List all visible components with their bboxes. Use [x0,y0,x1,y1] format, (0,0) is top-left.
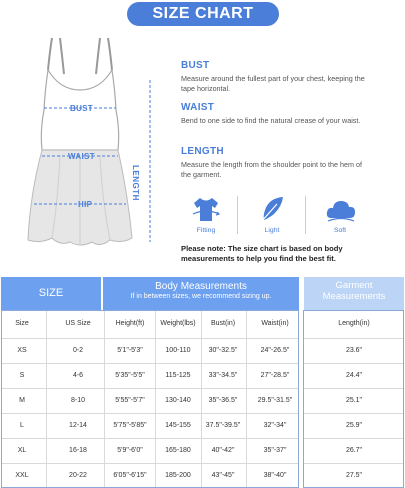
table-cell: 25.1" [345,397,363,404]
table-cell: 20-22 [69,472,87,479]
column-header: Weight(lbs) [160,320,196,327]
table-cell: 0-2 [72,347,84,354]
table-cell: 33"-34.5" [208,372,238,379]
body-measurements-title: Body Measurements [155,281,247,292]
feature-icons [181,194,381,236]
body-measurements-subtitle: If in between sizes, we recommend sizing up. [130,293,272,300]
waist-info-text: Bend to one side to find the natural crease of your waist. [181,116,361,125]
table-cell: 24.4" [345,372,363,379]
table-cell: 5'9"-6'0" [117,447,143,454]
table-cell: 5'55"-5'7" [115,397,145,404]
bust-info-title: BUST [181,60,210,71]
column-header: Size [15,320,29,327]
table-cell: 8-10 [70,397,85,404]
size-table [0,277,405,488]
table-cell: 25.9" [345,422,363,429]
table-body [0,310,405,488]
table-cell: 4-6 [72,372,84,379]
feature-light-label: Light [264,227,280,234]
feather-icon [257,194,287,224]
table-cell: L [20,422,24,429]
garment-measurements-header [304,277,404,310]
size-header: SIZE [1,277,101,310]
table-cell: XS [17,347,27,354]
table-cell: S [19,372,25,379]
table-cell: 130-140 [165,397,191,404]
title-bar [0,0,405,28]
table-cell: 43"-45" [211,472,235,479]
waist-label: WAIST [68,152,95,161]
table-cell: 38"-40" [263,472,287,479]
table-cell: 32"-34" [263,422,287,429]
feature-divider [305,196,306,234]
cloud-icon [325,194,357,224]
table-cell: XXL [15,472,29,479]
table-cell: 27.5" [345,472,363,479]
table-cell: M [19,397,25,404]
table-cell: 35"-37" [263,447,287,454]
waist-info [181,102,371,126]
page-title: SIZE CHART [127,2,279,26]
table-cell: 30"-32.5" [208,347,238,354]
table-cell: 29.5"-31.5" [257,397,293,404]
table-cell: 16-18 [69,447,87,454]
table-cell: 165-180 [165,447,191,454]
table-cell: 145-155 [165,422,191,429]
feature-soft-label: Soft [333,227,347,234]
body-measurements-header [103,277,299,310]
table-cell: XL [17,447,27,454]
table-cell: 5'75"-5'85" [113,422,147,429]
table-frame [1,310,299,488]
table-cell: 12-14 [69,422,87,429]
column-header: US Size [65,320,91,327]
table-cell: 5'35"-5'5" [115,372,145,379]
hip-label: HIP [78,200,93,209]
length-info-text: Measure the length from the shoulder point to the hem of the garment. [181,160,362,179]
table-cell: 23.6" [345,347,363,354]
table-cell: 185-200 [165,472,191,479]
bust-label: BUST [70,104,93,113]
waist-info-title: WAIST [181,102,215,113]
column-header: Bust(in) [210,320,236,327]
table-cell: 26.7" [345,447,363,454]
tshirt-icon [191,194,221,224]
table-cell: 6'05"-6'15" [113,472,147,479]
bust-info-text: Measure around the fullest part of your chest, keeping the tape horizontal. [181,74,365,93]
length-label: LENGTH [131,165,140,201]
feature-divider [237,196,238,234]
feature-fitting-label: Fitting [196,227,216,234]
table-cell: 5'1"-5'3" [117,347,143,354]
garment-measurements-title: Garment Measurements [322,280,386,302]
column-header: Length(in) [338,320,370,327]
table-cell: 27"-28.5" [260,372,290,379]
bust-info [181,60,371,93]
table-cell: 100-110 [165,347,191,354]
column-header: Height(ft) [115,320,145,327]
table-cell: 35"-36.5" [208,397,238,404]
table-frame [303,310,404,488]
length-info-title: LENGTH [181,146,224,157]
garment-illustration [0,30,175,275]
column-header: Waist(in) [261,320,289,327]
table-cell: 37.5"-39.5" [205,422,241,429]
size-note: Please note: The size chart is based on body measurements to help you find the best fit. [181,244,343,263]
table-cell: 115-125 [165,372,191,379]
table-cell: 24"-26.5" [260,347,290,354]
length-info [181,146,371,179]
table-cell: 40"-42" [211,447,235,454]
